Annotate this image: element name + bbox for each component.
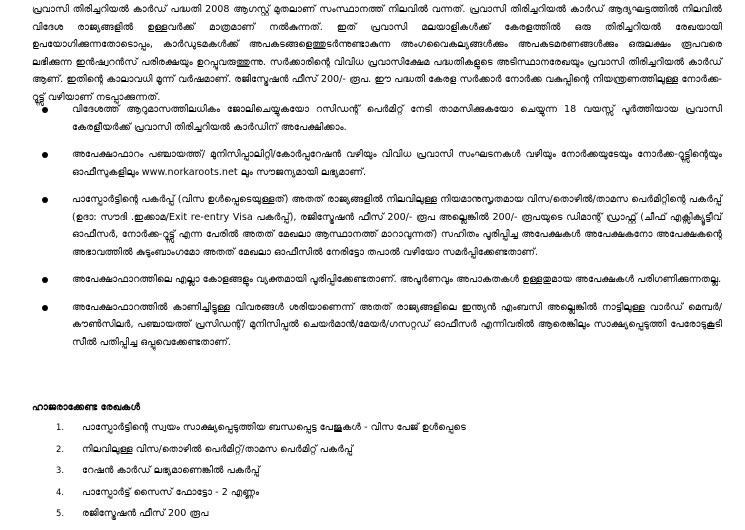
list-item-text: അപേക്ഷാഫാറം പഞ്ചായത്ത്/ മുനിസിപ്പാലിറ്റി/കോർപ്പറേഷൻ വഴിയും വിവിധ പ്രവാസി സംഘടനകൾ വഴിയും നോർക്കയുടേയും നോർക്ക-റൂട്ട്സിന്റെയും ഓഫീസുകളിലും www.norkaroots.net ലും സൗജന്യമായി ലഭ്യമാണ്. — [72, 149, 722, 178]
item-text: പാസ്പോർട്ടിന്റെ സ്വയം സാക്ഷ്യപ്പെടുത്തിയ ബന്ധപ്പെട്ട പേജുകൾ - വിസ പേജ് ഉൾപ്പെടെ — [82, 422, 466, 433]
list-item-text: അപേക്ഷാഫാറത്തിൽ കാണിച്ചിട്ടുള്ള വിവരങ്ങൾ ശരിയാണെന്ന് അതത് രാജ്യങ്ങളിലെ ഇന്ത്യൻ എംബസി അല്ലെങ്കിൽ നാട്ടിലുള്ള വാർഡ് മെമ്പർ/ കൗൺസിലർ, പഞ്ചായത്ത് പ്രസിഡന്റ്/ മുനിസിപ്പൽ ചെയർമാൻ/മേയർ/ഗസറ്റഡ് ഓഫീസർ എന്നിവരിൽ ആരെങ്കിലും സാക്ഷ്യപ്പെടുത്തി പേരോടുകൂടി സീൽ പതിപ്പിച്ച ഒപ്പുവെക്കേണ്ടതാണ്. — [72, 301, 722, 348]
document-item — [32, 482, 722, 504]
item-number: 1. — [56, 422, 64, 432]
intro-paragraph: പ്രവാസി തിരിച്ചറിയൽ കാർഡ് പദ്ധതി 2008 ആഗസ്റ്റ് മുതലാണ് സംസ്ഥാനത്ത് നിലവിൽ വന്നത്. പ്രവാസി തിരിച്ചറിയൽ കാർഡ് ആദ്യഘട്ടത്തിൽ നിലവിൽ വിദേശ രാജ്യങ്ങളിൽ ഉള്ളവർക്ക് മാത്രമാണ് നൽകുന്നത്. ഇത് പ്രവാസി മലയാളികൾക്ക് കേരളത്തിൽ ഒരു തിരിച്ചറിയൽ രേഖയായി ഉപയോഗിക്കുന്നതോടൊപ്പം, കാർഡുടമകൾക്ക് അപകടങ്ങളെത്തുടർന്നുണ്ടാകുന്ന അംഗവൈകല്യങ്ങൾക്കും അപകടമരണങ്ങൾക്കും ഒരുലക്ഷം രൂപവരെ ലഭിക്കുന്ന ഇൻഷ്വറൻസ് പരിരക്ഷയും ഉറപ്പുവരുത്തുന്നു. സർക്കാരിന്റെ വിവിധ പ്രവാസിക്ഷേമ പദ്ധതികളുടെ അടിസ്ഥാനരേഖയും പ്രവാസി തിരിച്ചറിയൽ കാർഡ് ആണ്. ഇതിന്റെ കാലാവധി മൂന്ന് വർഷമാണ്. രജിസ്ട്രേഷൻ ഫീസ് 200/- രൂപ. ഈ പദ്ധതി കേരള സർക്കാർ നോർക്ക വകുപ്പിന്റെ നിയന്ത്രണത്തിലുള്ള നോർക്ക-റൂട്ട്സ് വഴിയാണ് നടപ്പാക്കുന്നത്. — [32, 4, 722, 103]
item-text: രജിസ്ട്രേഷൻ ഫീസ് 200 രൂപ — [82, 508, 209, 519]
list-item — [32, 299, 722, 352]
document-item — [32, 503, 722, 525]
bullet-icon — [42, 152, 48, 158]
list-item — [32, 101, 722, 136]
item-number: 4. — [56, 486, 64, 497]
required-documents-list — [32, 417, 722, 525]
item-number: 5. — [56, 508, 64, 518]
eligibility-list — [32, 101, 722, 361]
list-item-text: വിദേശത്ത് ആറുമാസത്തിലധികം ജോലിചെയ്യുകയോ റസിഡന്റ് പെർമിറ്റ് നേടി താമസിക്കുകയോ ചെയ്യുന്ന 18 വയസ്സ് പൂർത്തിയായ പ്രവാസി കേരളീയർക്ക് പ്രവാസി തിരിച്ചറിയൽ കാർഡിന് അപേക്ഷിക്കാം. — [72, 104, 722, 133]
bullet-icon — [42, 277, 48, 283]
list-item — [32, 191, 722, 261]
item-text: പാസ്പോർട്ട് സൈസ് ഫോട്ടോ - 2 എണ്ണം — [82, 486, 260, 498]
document-item — [32, 417, 722, 439]
item-text: നിലവിലുള്ള വിസ/തൊഴിൽ പെർമിറ്റ്/താമസ പെർമിറ്റ് പകർപ്പ് — [82, 443, 353, 455]
documents-heading: ഹാജരാക്കേണ്ട രേഖകൾ — [32, 402, 141, 413]
item-number: 2. — [56, 443, 64, 454]
document-item — [32, 460, 722, 482]
list-item-text: അപേക്ഷാഫാറത്തിലെ എല്ലാ കോളങ്ങളും വ്യക്തമായി പൂരിപ്പിക്കേണ്ടതാണ്. അപൂർണവും അപാകതകൾ ഉള്ളതുമായ അപേക്ഷകൾ പരിഗണിക്കുന്നതല്ല. — [72, 274, 722, 285]
item-text: റേഷൻ കാർഡ് ലഭ്യമാണെങ്കിൽ പകർപ്പ് — [82, 465, 260, 476]
list-item — [32, 271, 722, 289]
bullet-icon — [42, 305, 48, 311]
list-item — [32, 146, 722, 181]
bullet-icon — [42, 107, 48, 113]
list-item-text: പാസ്പോർട്ടിന്റെ പകർപ്പ് (വിസ ഉൾപ്പെടെയുള്ളത്) അതത് രാജ്യങ്ങളിൽ നിലവിലുള്ള നിയമാനുസൃതമായ വിസ/തൊഴിൽ/താമസ പെർമിറ്റിന്റെ പകർപ്പ് (ഉദാ: സൗദി .ഇക്കാമ/Exit re-entry Visa പകർപ്പ്), രജിസ്ട്രേഷൻ ഫീസ് 200/- രൂപ അല്ലെങ്കിൽ 200/- രൂപയുടെ ഡിമാന്റ് ഡ്രാഫ്റ്റ് (ചീഫ് എക്സിക്യൂട്ടീവ് ഓഫീസർ, നോർക്ക-റൂട്ട്സ് എന്ന പേരിൽ അതത് മേഖലാ ആസ്ഥാനത്ത് മാറാവുന്നത്) സഹിതം പൂരിപ്പിച്ച അപേക്ഷകൾ അപേക്ഷകനോ അപേക്ഷകന്റെ അഭാവത്തിൽ കുടുംബാംഗമോ അതത് മേഖലാ ഓഫീസിൽ നേരിട്ടോ തപാൽ വഴിയോ സമർപ്പിക്കേണ്ടതാണ്. — [72, 194, 722, 258]
bullet-icon — [42, 197, 48, 203]
item-number: 3. — [56, 465, 64, 475]
document-item — [32, 439, 722, 461]
